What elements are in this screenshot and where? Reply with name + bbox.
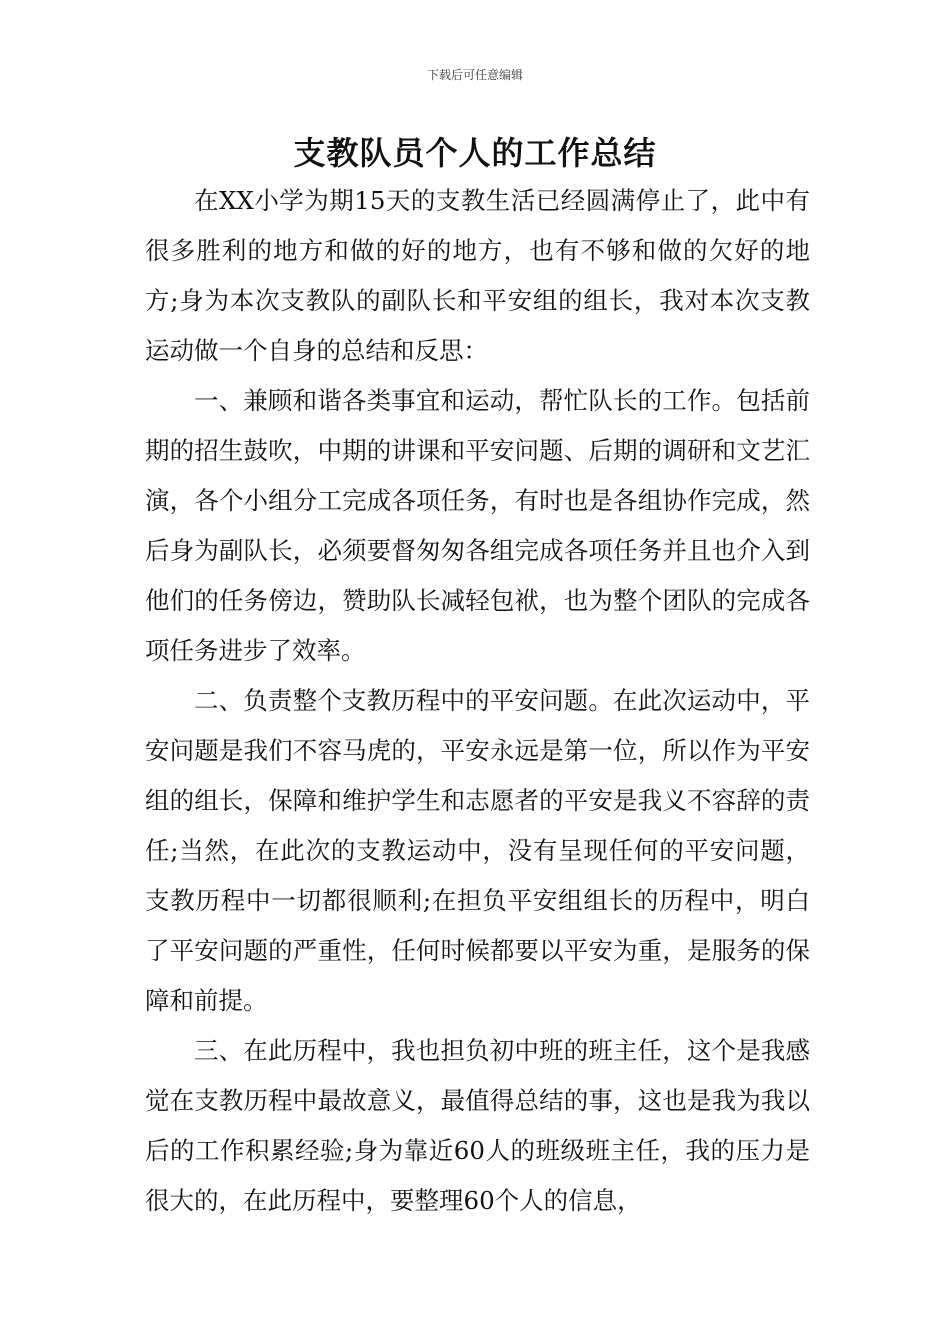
paragraph-section-2: 二、负责整个支教历程中的平安问题。在此次运动中，平安问题是我们不容马虎的，平安永远是第一位，所以作为平安组的组长，保障和维护学生和志愿者的平安是我义不容辞的责任;当然，在此次的支教运动中，没有呈现任何的平安问题，支教历程中一切都很顺利;在担负平安组组长的历程中，明白了平安问题的严重性，任何时候都要以平安为重，是服务的保障和前提。 <box>145 686 810 1015</box>
paragraph-section-3: 三、在此历程中，我也担负初中班的班主任，这个是我感觉在支教历程中最故意义，最值得总结的事，这也是我为我以后的工作积累经验;身为靠近60人的班级班主任，我的压力是很大的，在此历程中，要整理60个人的信息， <box>145 1036 810 1215</box>
document-title: 支教队员个人的工作总结 <box>293 134 657 172</box>
document-body <box>145 176 810 1226</box>
paragraph-section-1: 一、兼顾和谐各类事宜和运动，帮忙队长的工作。包括前期的招生鼓吹，中期的讲课和平安问题、后期的调研和文艺汇演，各个小组分工完成各项任务，有时也是各组协作完成，然后身为副队长，必须要督匆匆各组完成各项任务并且也介入到他们的任务傍边，赞助队长减轻包袱，也为整个团队的完成各项任务进步了效率。 <box>145 386 810 665</box>
header-note: 下载后可任意编辑 <box>426 68 523 82</box>
paragraph-intro: 在XX小学为期15天的支教生活已经圆满停止了，此中有很多胜利的地方和做的好的地方，也有不够和做的欠好的地方;身为本次支教队的副队长和平安组的组长，我对本次支教运动做一个自身的总结和反思： <box>145 186 810 365</box>
